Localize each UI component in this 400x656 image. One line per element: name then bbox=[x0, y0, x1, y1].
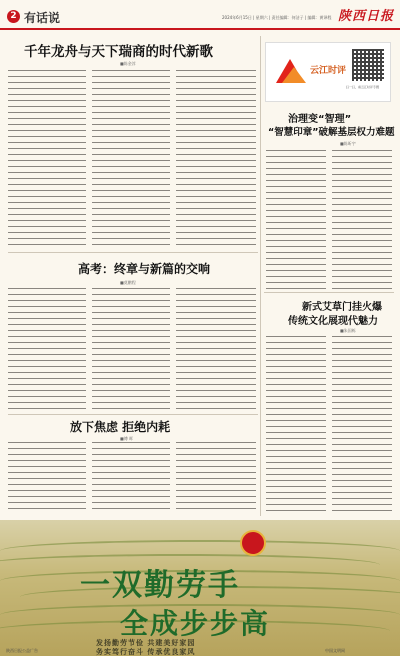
section-divider bbox=[8, 414, 258, 415]
article-body-5-col1 bbox=[266, 336, 326, 514]
commentary-promo[interactable] bbox=[265, 42, 391, 102]
article-byline-1: ■陈金淳 bbox=[120, 61, 136, 66]
ad-credit-right: 中国文明网 bbox=[325, 648, 345, 653]
article-body-1-col2 bbox=[92, 70, 170, 248]
article-byline-2: ■莫鹏程 bbox=[120, 280, 136, 285]
article-byline-3: ■傅 晖 bbox=[120, 436, 134, 441]
promo-name: 云江时评 bbox=[310, 66, 347, 76]
article-title-4-line2[interactable]: “智慧印章”破解基层权力难题 bbox=[268, 127, 395, 138]
article-body-3-col3 bbox=[176, 442, 256, 514]
article-body-3-col1 bbox=[8, 442, 86, 514]
column-divider bbox=[260, 36, 261, 516]
article-byline-5: ■朱国栋 bbox=[340, 328, 356, 333]
article-body-4-col2 bbox=[332, 150, 392, 290]
emblem-icon bbox=[240, 530, 266, 556]
ad-slogan-line2: 务实笃行奋斗 传承优良家风 bbox=[96, 648, 196, 656]
section-divider bbox=[8, 252, 258, 253]
article-body-3-col2 bbox=[92, 442, 170, 514]
ad-title-line1: 一双勤劳手 bbox=[80, 568, 240, 603]
article-body-2-col1 bbox=[8, 288, 86, 413]
article-body-2-col3 bbox=[176, 288, 256, 413]
article-body-2-col2 bbox=[92, 288, 170, 413]
section-number-badge: 2 bbox=[7, 10, 20, 23]
public-service-ad[interactable] bbox=[0, 520, 400, 656]
issue-meta: 2024年6月15日 | 星期六 | 责任编辑：何洁子 | 编辑：黄译程 bbox=[222, 15, 332, 20]
article-title-5-line1[interactable]: 新式艾草门挂火爆 bbox=[302, 302, 382, 313]
section-divider bbox=[264, 292, 394, 293]
qr-caption: 扫一扫，看云江时评专题 bbox=[346, 85, 380, 89]
article-body-5-col2 bbox=[332, 336, 392, 514]
article-title-5-line2[interactable]: 传统文化展现代魅力 bbox=[288, 316, 378, 327]
qr-code-icon[interactable] bbox=[352, 49, 384, 81]
article-title-4-line1[interactable]: 治理变“智理” bbox=[288, 114, 352, 125]
ad-title-line2: 全成步步高 bbox=[120, 607, 271, 640]
newspaper-brand: 陕西日报 bbox=[338, 9, 395, 24]
article-title-1[interactable]: 千年龙舟与天下瑞商的时代新歌 bbox=[24, 44, 213, 60]
article-body-1-col1 bbox=[8, 70, 86, 248]
ad-slogan-line1: 发扬勤劳节俭 共建美好家园 bbox=[96, 639, 196, 647]
article-title-3[interactable]: 放下焦虑 拒绝内耗 bbox=[70, 420, 171, 434]
promo-logo-icon bbox=[272, 53, 308, 89]
article-body-1-col3 bbox=[176, 70, 256, 248]
article-body-4-col1 bbox=[266, 150, 326, 290]
section-title: 有话说 bbox=[24, 11, 61, 25]
article-byline-4: ■陈昕宇 bbox=[340, 141, 356, 146]
article-title-2[interactable]: 高考：终章与新篇的交响 bbox=[78, 262, 211, 276]
ad-credit-left: 陕西日报公益广告 bbox=[6, 648, 38, 653]
